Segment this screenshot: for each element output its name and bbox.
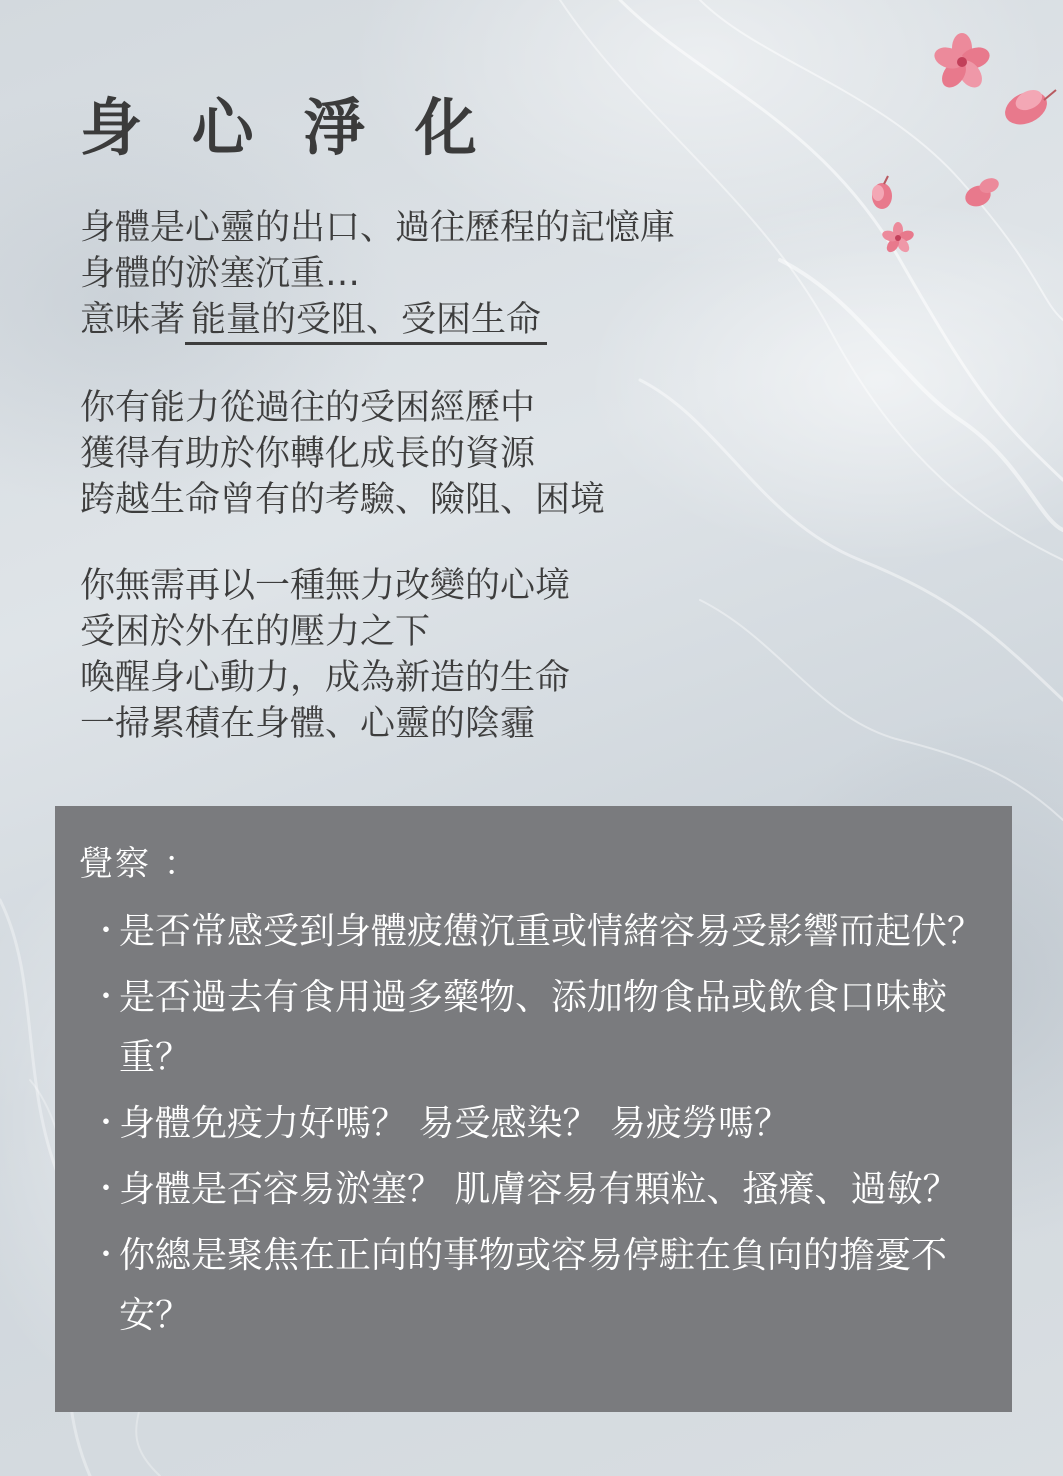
poem-line: 喚醒身心動力，成為新造的生命 [80,658,571,698]
poem-line: 你有能力從過往的受困經歷中 [80,388,536,428]
poem-line: 受困於外在的壓力之下 [80,612,431,652]
bullet-icon: ・ [91,980,121,1015]
bullet-icon: ・ [91,1172,121,1207]
poem-line [80,297,980,345]
poem-body [80,205,980,787]
list-item [89,1094,989,1154]
question-text: 身體是否容易淤塞？ 肌膚容易有顆粒、搔癢、過敏？ [119,1169,959,1210]
bullet-icon: ・ [91,1106,121,1141]
list-item [89,968,989,1088]
question-text: 你總是聚焦在正向的事物或容易停駐在負向的擔憂不安？ [119,1235,948,1336]
poem-line: 獲得有助於你轉化成長的資源 [80,434,536,474]
poem-line: 你無需再以一種無力改變的心境 [80,566,571,606]
poem-line: 身體的淤塞沉重… [80,254,361,294]
list-item [89,1160,989,1220]
bullet-icon: ・ [91,1238,121,1273]
question-text: 身體免疫力好嗎？ 易受感染？ 易疲勞嗎？ [119,1103,790,1144]
question-text: 是否過去有食用過多藥物、添加物食品或飲食口味較重？ [119,977,948,1078]
stanza-awakening [80,563,980,747]
list-item [89,902,989,962]
underlined-phrase: 能量的受阻、受困生命 [185,298,547,345]
poem-line: 一掃累積在身體、心靈的陰霾 [80,704,536,744]
poem-line: 身體是心靈的出口、過往歷程的記憶庫 [80,208,676,248]
list-item [89,1226,989,1346]
stanza-resources [80,385,980,523]
page-title: 身 心 淨 化 [80,91,491,164]
panel-title: 覺察 ： [79,844,200,884]
stanza-intro [80,205,980,345]
poem-line-prefix: 意味著 [80,300,186,340]
question-list [89,902,989,1352]
question-text: 是否常感受到身體疲憊沉重或情緒容易受影響而起伏？ [119,911,984,952]
bullet-icon: ・ [91,914,121,949]
awareness-panel [55,806,1012,1412]
poem-line: 跨越生命曾有的考驗、險阻、困境 [80,480,606,520]
